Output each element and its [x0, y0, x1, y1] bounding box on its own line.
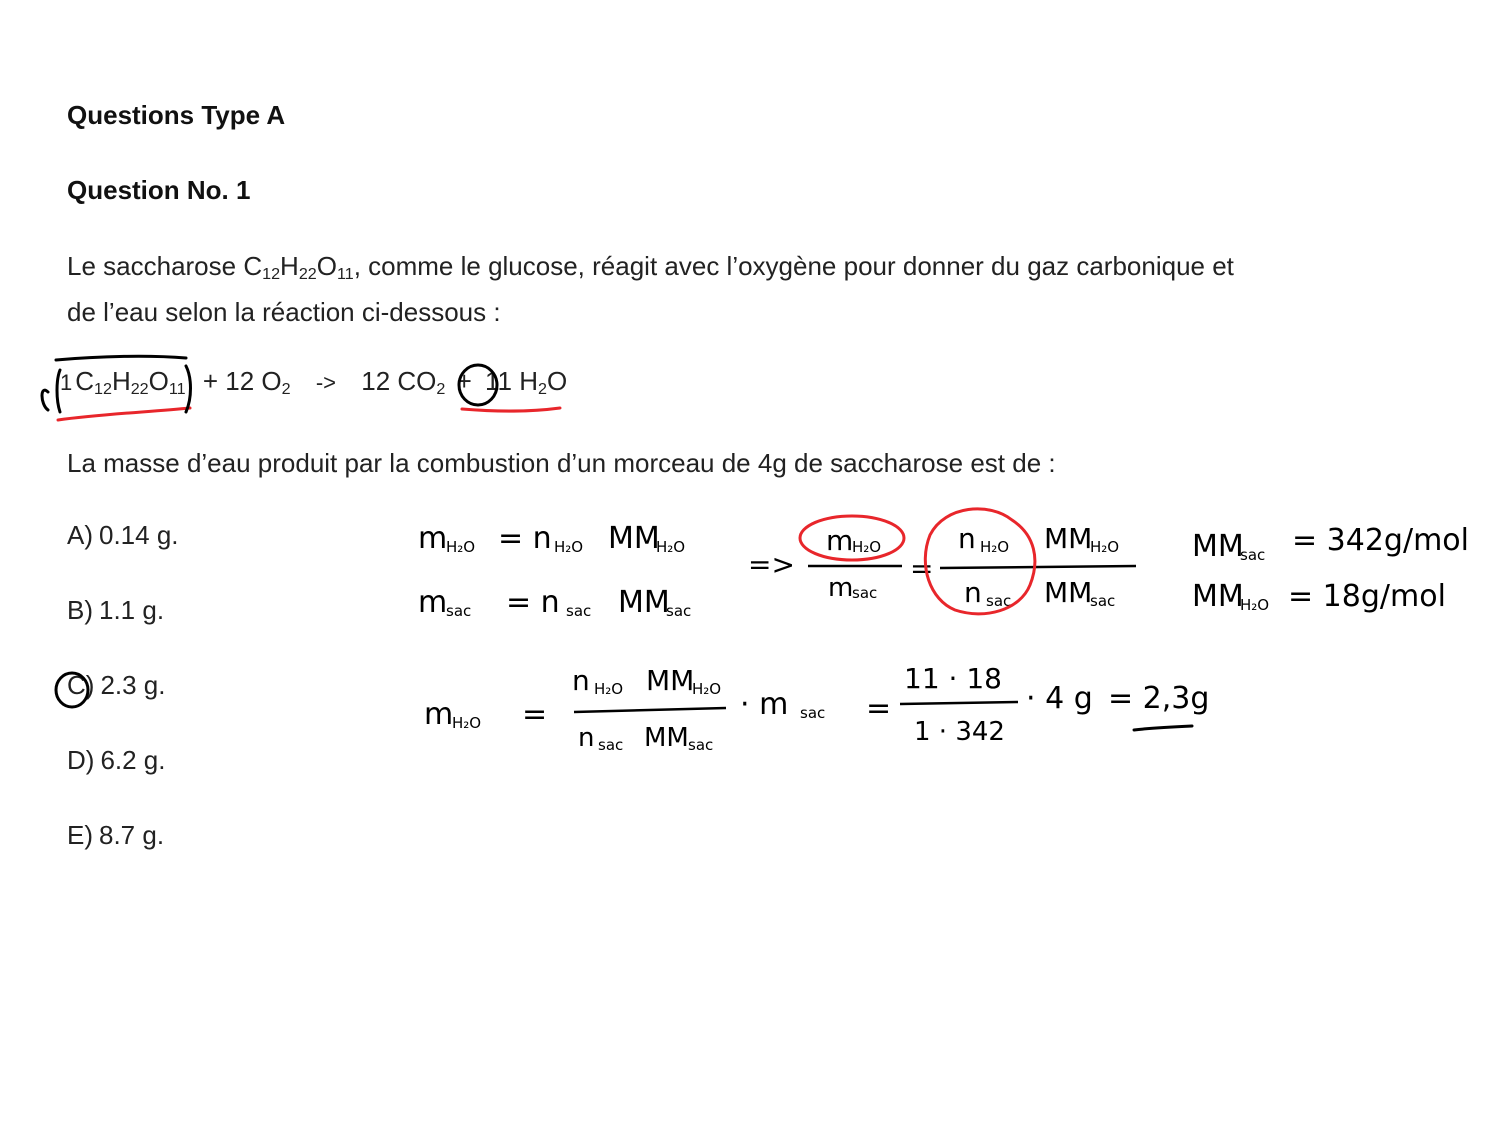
option-b[interactable]: B) 1.1 g. [67, 595, 165, 625]
hw-final-eq1: = [522, 697, 548, 732]
hw-final-lhs: m [424, 697, 454, 732]
hw-molar-mass-sac [1192, 523, 1469, 564]
co2-term: 12 $CO_2$ [361, 366, 446, 399]
hw-frac2-den-n: n [964, 576, 982, 609]
hw-fraction-moles [925, 509, 1136, 614]
sucrose-formula: $C_{12}H_{22}O_{11}$ [75, 366, 186, 399]
hw-frac1-num-sub: H₂O [852, 538, 882, 556]
hw-equals: = [910, 552, 934, 585]
hw-eq1-mm: MM [608, 521, 660, 556]
hw-frac2-num-mm: MM [1044, 522, 1093, 555]
hw-final-frac-den: n [578, 723, 595, 753]
hw-eq2-rhs-sub: sac [566, 602, 592, 620]
question-prompt: La masse d’eau produit par la combustion d’un morceau de 4g de saccharose est de : [67, 448, 1056, 478]
hw-frac2-den-mm-sub: sac [1090, 592, 1116, 610]
hw-final-frac-num: n [572, 664, 590, 697]
coefficient-1: 1 [60, 370, 73, 395]
hw-eq1-lhs-sub: H₂O [446, 538, 476, 556]
red-underline-water [462, 408, 560, 411]
hw-eq1-mm-sub: H₂O [656, 538, 686, 556]
hw-mm-h2o: MM [1192, 579, 1244, 614]
red-circle-moles [925, 509, 1035, 614]
hw-final-frac-den-mm: MM [644, 723, 689, 753]
hw-molar-mass-h2o [1192, 579, 1446, 614]
hw-mm-h2o-sub: H₂O [1240, 596, 1270, 614]
option-e[interactable]: E) 8.7 g. [67, 820, 165, 850]
hw-frac1-den: m [828, 573, 854, 603]
hw-num-frac-den: 1 · 342 [914, 717, 1005, 747]
option-c[interactable]: C) 2.3 g. [67, 670, 166, 700]
hw-fraction-mass [800, 516, 904, 603]
water-formula: $H_2O$ [519, 366, 568, 399]
hw-eq2-mm-sub: sac [666, 602, 692, 620]
section-heading: Questions Type A [67, 100, 286, 130]
hw-result: = 2,3g [1108, 681, 1210, 716]
option-d[interactable]: D) 6.2 g. [67, 745, 166, 775]
option-a[interactable]: A) 0.14 g. [67, 520, 179, 550]
hw-eq2 [418, 585, 691, 620]
hw-frac2-den-n-sub: sac [986, 592, 1012, 610]
red-circle-mass-h2o [800, 516, 904, 560]
hw-final-frac-num-mm-sub: H₂O [692, 680, 722, 698]
hw-final-frac-den-mm-sub: sac [688, 736, 714, 754]
hw-result-underline [1134, 726, 1192, 730]
plus-sign: + [456, 366, 472, 396]
hw-eq1 [418, 521, 685, 556]
hw-mm-h2o-val: = 18g/mol [1288, 579, 1446, 614]
hw-eq1-lhs: m [418, 521, 448, 556]
hw-final-dot-m: · m [740, 687, 789, 722]
hw-eq2-rhs: = n [506, 585, 560, 620]
hw-mm-sac: MM [1192, 529, 1244, 564]
hw-eq2-lhs: m [418, 585, 448, 620]
hw-num-frac-num: 11 · 18 [904, 662, 1002, 695]
hw-frac2-num-n: n [958, 522, 976, 555]
hw-frac2-num-n-sub: H₂O [980, 538, 1010, 556]
question-heading: Question No. 1 [67, 175, 251, 205]
hw-final-calculation [424, 662, 1209, 754]
hw-mm-sac-sub: sac [1240, 546, 1266, 564]
hw-frac2-den-mm: MM [1044, 576, 1093, 609]
hw-eq1-rhs-sub: H₂O [554, 538, 584, 556]
hw-mm-sac-val: = 342g/mol [1292, 523, 1469, 558]
intro-line1: Le saccharose $C_{12}H_{22}O_{11}$, comme le glucose, réagit avec l’oxygène pour donner du gaz carbonique et [67, 251, 1234, 284]
hw-implies: => [748, 548, 795, 581]
hw-eq2-lhs-sub: sac [446, 602, 472, 620]
reaction-arrow: -> [315, 370, 337, 395]
hw-eq2-mm: MM [618, 585, 670, 620]
intro-line2: de l’eau selon la réaction ci-dessous : [67, 297, 501, 327]
hw-eq1-rhs: = n [498, 521, 552, 556]
hw-final-frac-den-sub: sac [598, 736, 624, 754]
hw-frac2-num-mm-sub: H₂O [1090, 538, 1120, 556]
hw-final-dot-m-sub: sac [800, 704, 826, 722]
hw-final-frac-num-mm: MM [646, 664, 695, 697]
hw-final-eq2: = [866, 691, 892, 726]
intro-paragraph [67, 243, 1407, 335]
reaction-equation [60, 366, 567, 397]
hw-times4: · 4 g [1026, 681, 1093, 716]
coefficient-11: 11 [485, 366, 513, 396]
hw-frac1-den-sub: sac [852, 584, 878, 602]
oxygen-term: + 12 $O_2$ [202, 366, 291, 399]
hw-final-lhs-sub: H₂O [452, 714, 482, 732]
hw-frac1-num: m [826, 524, 854, 557]
hw-final-frac-num-sub: H₂O [594, 680, 624, 698]
red-underline-sucrose [58, 408, 190, 420]
